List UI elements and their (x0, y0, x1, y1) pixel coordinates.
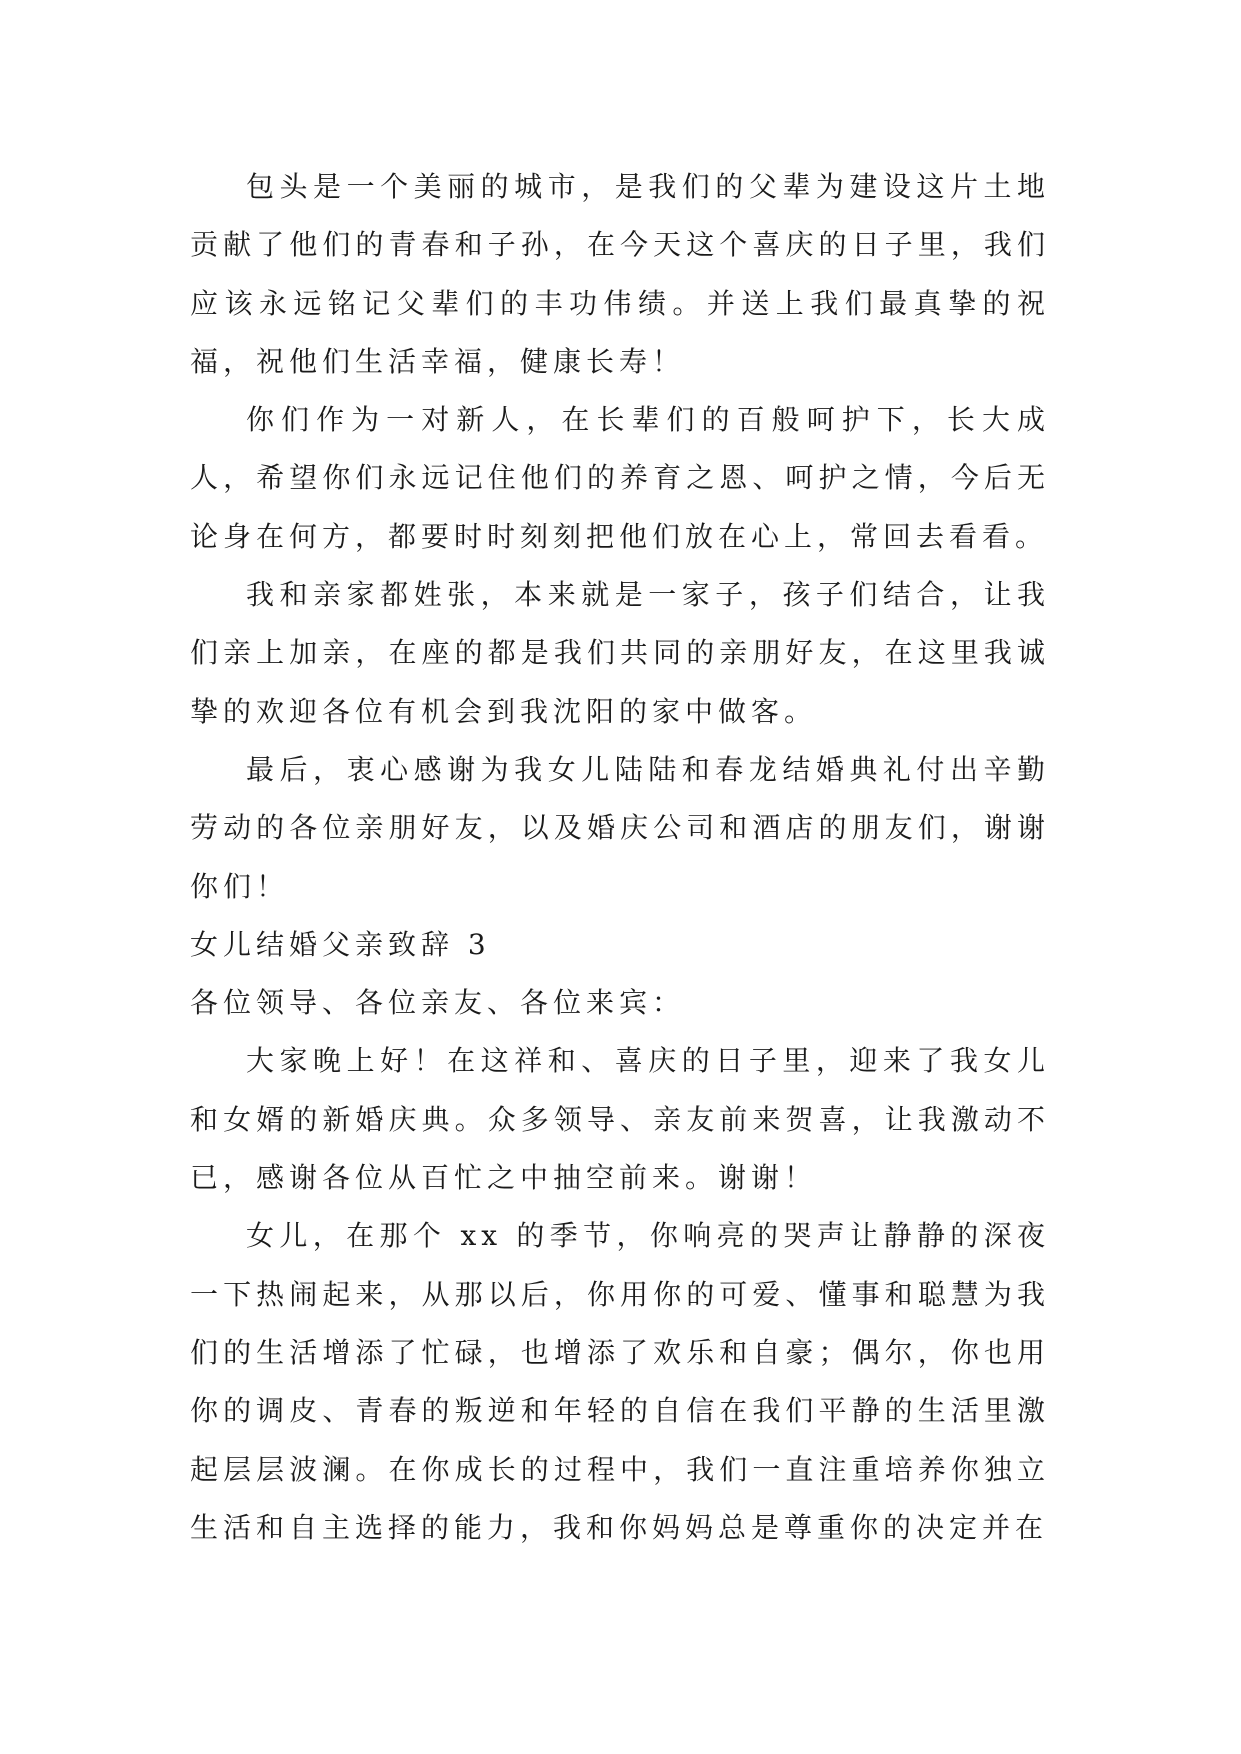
paragraph-fathers-tribute: 包头是一个美丽的城市，是我们的父辈为建设这片土地贡献了他们的青春和子孙，在今天这个喜庆的日子里，我们应该永远铭记父辈们的丰功伟绩。并送上我们最真挚的祝福，祝他们生活幸福，健康长寿！ (190, 170, 1050, 378)
salutation: 各位领导、各位亲友、各位来宾： (190, 986, 686, 1020)
section-heading: 女儿结婚父亲致辞 3 (190, 927, 491, 961)
paragraph-newlyweds: 你们作为一对新人，在长辈们的百般呵护下，长大成人，希望你们永远记住他们的养育之恩、呵护之情，今后无论身在何方，都要时时刻刻把他们放在心上，常回去看看。 (190, 403, 1050, 553)
paragraph-in-laws: 我和亲家都姓张，本来就是一家子，孩子们结合，让我们亲上加亲，在座的都是我们共同的亲朋好友，在这里我诚挚的欢迎各位有机会到我沈阳的家中做客。 (190, 578, 1050, 728)
paragraph-greeting: 大家晚上好！在这祥和、喜庆的日子里，迎来了我女儿和女婿的新婚庆典。众多领导、亲友前来贺喜，让我激动不已，感谢各位从百忙之中抽空前来。谢谢！ (190, 1044, 1050, 1195)
paragraph-daughter: 女儿，在那个 xx 的季节，你响亮的哭声让静静的深夜一下热闹起来，从那以后，你用你的可爱、懂事和聪慧为我们的生活增添了忙碌，也增添了欢乐和自豪；偶尔，你也用你的调皮、青春的叛逆和年轻的自信在我们平静的生活里激起层层波澜。在你成长的过程中，我们一直注重培养你独立生活和自主选择的能力，我和你妈妈总是尊重你的决定并在 (190, 1219, 1050, 1544)
paragraph-thanks: 最后，衷心感谢为我女儿陆陆和春龙结婚典礼付出辛勤劳动的各位亲朋好友，以及婚庆公司和酒店的朋友们，谢谢你们！ (190, 752, 1050, 903)
document-body (190, 158, 1050, 1557)
